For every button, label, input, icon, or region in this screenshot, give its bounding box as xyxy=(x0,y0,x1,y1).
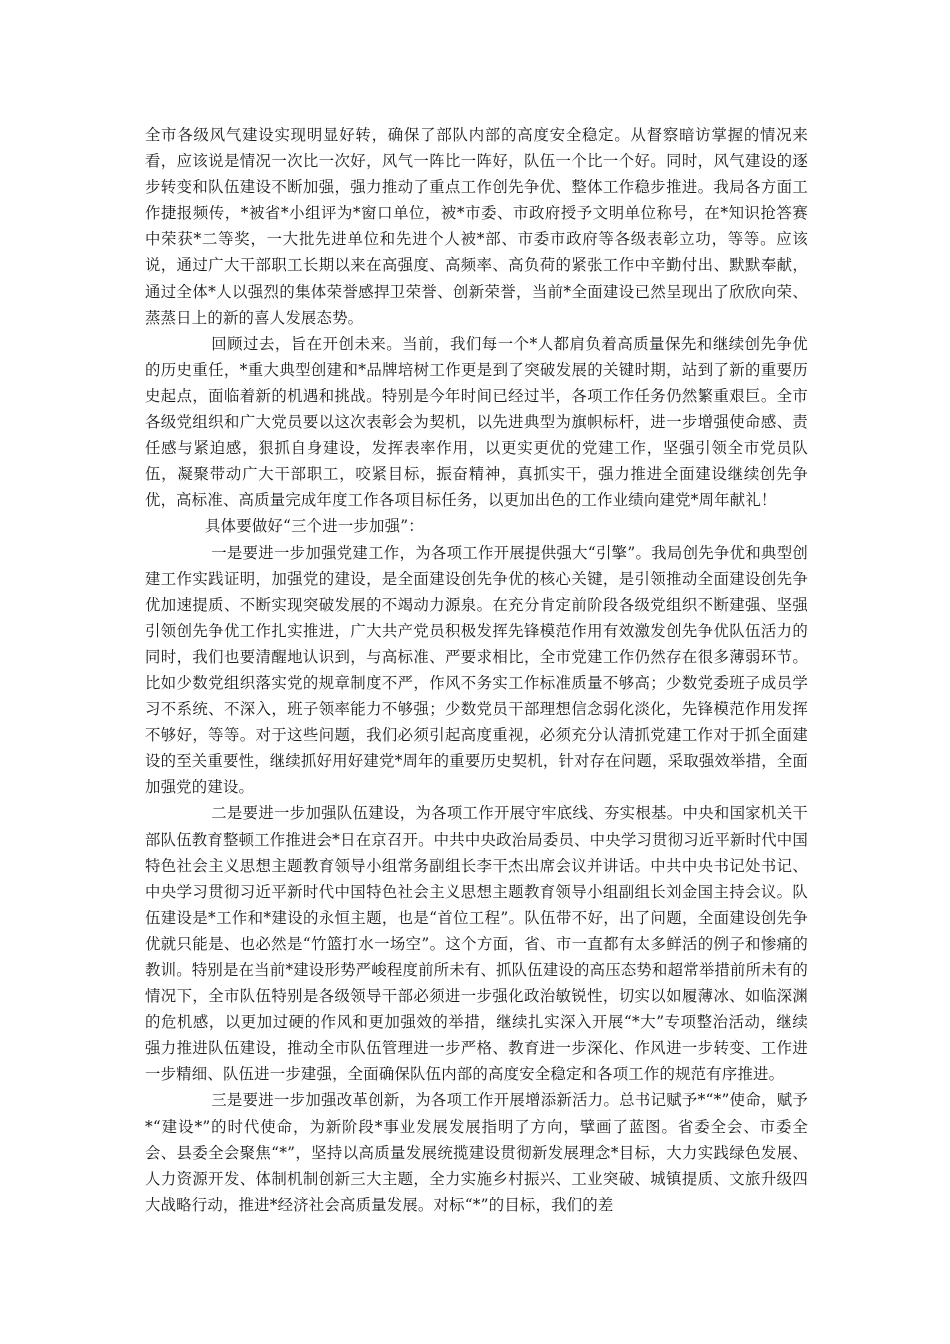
document-body xyxy=(145,122,808,1218)
paragraph-4: 一是要进一步加强党建工作，为各项工作开展提供强大“引擎”。我局创先争优和典型创建工作实践证明，加强党的建设，是全面建设创先争优的核心关键，是引领推动全面建设创先争优加速提质、不断实现突破发展的不竭动力源泉。在充分肯定前阶段各级党组织不断建强、坚强引领创先争优工作扎实推进，广大共产党员积极发挥先锋模范作用有效激发创先争优队伍活力的同时，我们也要清醒地认识到，与高标准、严要求相比，全市党建工作仍然存在很多薄弱环节。比如少数党组织落实党的规章制度不严，作风不务实工作标准质量不够高；少数党委班子成员学习不系统、不深入，班子领率能力不够强；少数党员干部理想信念弱化淡化，先锋模范作用发挥不够好，等等。对于这些问题，我们必须引起高度重视，必须充分认清抓党建工作对于抓全面建设的至关重要性，继续抓好用好建党*周年的重要历史契机，针对存在问题，采取强效举措，全面加强党的建设。 xyxy=(145,543,808,797)
paragraph-1: 全市各级风气建设实现明显好转，确保了部队内部的高度安全稳定。从督察暗访掌握的情况来看，应该说是情况一次比一次好，风气一阵比一阵好，队伍一个比一个好。同时，风气建设的逐步转变和队伍建设不断加强，强力推动了重点工作创先争优、整体工作稳步推进。我局各方面工作捷报频传，*被省*小组评为*窗口单位，被*市委、市政府授予文明单位称号，在*知识抢答赛中荣获*二等奖，一大批先进单位和先进个人被*部、市委市政府等各级表彰立功，等等。应该说，通过广大干部职工长期以来在高强度、高频率、高负荷的紧张工作中辛勤付出、默默奉献，通过全体*人以强烈的集体荣誉感捍卫荣誉、创新荣誉，当前*全面建设已然呈现出了欣欣向荣、蒸蒸日上的新的喜人发展态势。 xyxy=(145,126,808,327)
paragraph-3: 具体要做好“三个进一步加强”： xyxy=(205,517,424,536)
paragraph-5: 二是要进一步加强队伍建设，为各项工作开展守牢底线、夯实根基。中央和国家机关干部队伍教育整顿工作推进会*日在京召开。中共中央政治局委员、中央学习贯彻习近平新时代中国特色社会主义思想主题教育领导小组常务副组长李干杰出席会议并讲话。中共中央书记处书记、中央学习贯彻习近平新时代中国特色社会主义思想主题教育领导小组副组长刘金国主持会议。队伍建设是*工作和*建设的永恒主题，也是“首位工程”。队伍带不好，出了问题，全面建设创先争优就只能是、也必然是“竹篮打水一场空”。这个方面，省、市一直都有太多鲜活的例子和惨痛的教训。特别是在当前*建设形势严峻程度前所未有、抓队伍建设的高压态势和超常举措前所未有的情况下，全市队伍特别是各级领导干部必须进一步强化政治敏锐性，切实以如履薄冰、如临深渊的危机感，以更加过硬的作风和更加强效的举措，继续扎实深入开展“*大”专项整治活动，继续强力推进队伍建设，推动全市队伍管理进一步严格、教育进一步深化、作风进一步转变、工作进一步精细、队伍进一步建强，全面确保队伍内部的高度安全稳定和各项工作的规范有序推进。 xyxy=(145,804,808,1084)
paragraph-6: 三是要进一步加强改革创新，为各项工作开展增添新活力。总书记赋予*“*”使命，赋予*“建设*”的时代使命，为新阶段*事业发展发展指明了方向，擘画了蓝图。省委全会、市委全会、县委全会聚焦“*”，坚持以高质量发展统揽建设贯彻新发展理念*目标，大力实践绿色发展、人力资源开发、体制机制创新三大主题，全力实施乡村振兴、工业突破、城镇提质、文旅升级四大战略行动，推进*经济社会高质量发展。对标“*”的目标，我们的差 xyxy=(145,1091,808,1214)
paragraph-2: 回顾过去，旨在开创未来。当前，我们每一个*人都肩负着高质量保先和继续创先争优的历史重任，*重大典型创建和*品牌培树工作更是到了突破发展的关键时期，站到了新的重要历史起点，面临着新的机遇和挑战。特别是今年时间已经过半，各项工作任务仍然繁重艰巨。全市各级党组织和广大党员要以这次表彰会为契机，以先进典型为旗帜标杆，进一步增强使命感、责任感与紧迫感，狠抓自身建设，发挥表率作用，以更实更优的党建工作，坚强引领全市党员队伍，凝聚带动广大干部职工，咬紧目标，振奋精神，真抓实干，强力推进全面建设继续创先争优，高标准、高质量完成年度工作各项目标任务，以更加出色的工作业绩向建党*周年献礼！ xyxy=(145,334,808,510)
